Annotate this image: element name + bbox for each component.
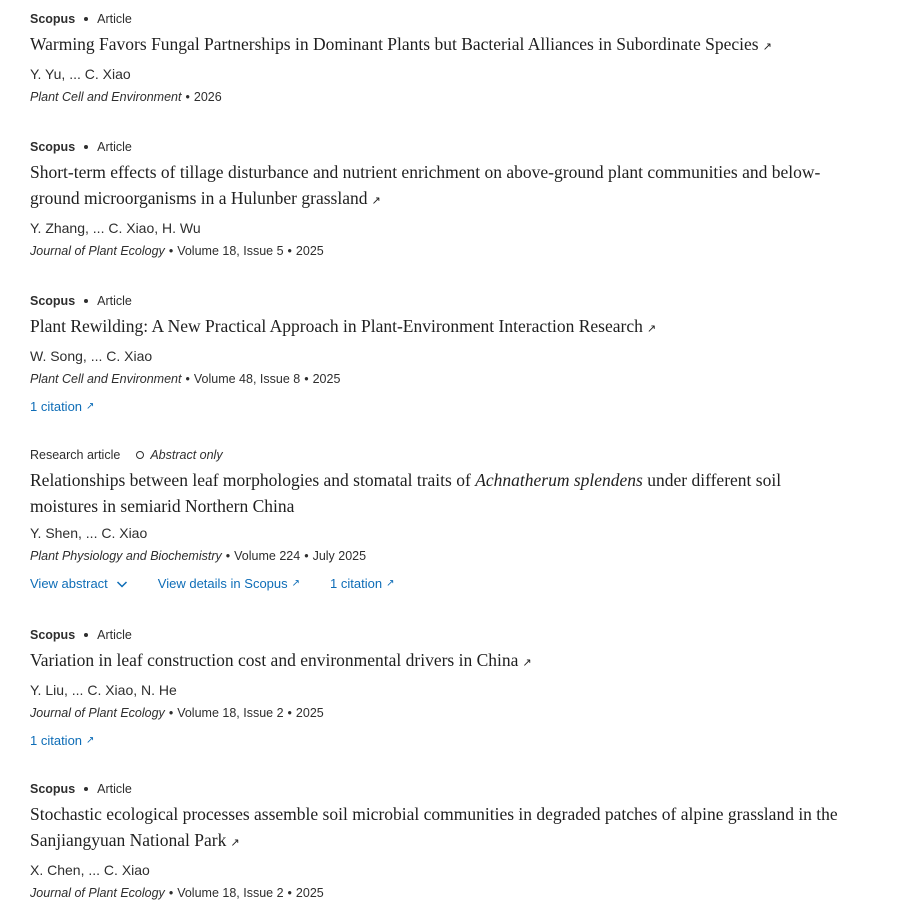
- result-title-part: Relationships between leaf morphologies and stomatal traits of: [30, 470, 476, 490]
- authors: Y. Yu, ... C. Xiao: [30, 66, 131, 82]
- result-meta: [30, 138, 850, 156]
- result-title-link[interactable]: [30, 467, 850, 519]
- result-meta: [30, 292, 850, 310]
- volume-issue: Volume 224: [234, 549, 301, 563]
- publication-date: 2025: [312, 372, 341, 386]
- document-type: Article: [97, 782, 132, 796]
- volume-issue: Volume 18, Issue 5: [177, 244, 284, 258]
- journal-name: Plant Cell and Environment: [30, 90, 182, 104]
- authors: Y. Shen, ... C. Xiao: [30, 525, 148, 541]
- open-circle-icon: [136, 451, 144, 459]
- journal-name: Plant Physiology and Biochemistry: [30, 549, 222, 563]
- view-details-label: View details in Scopus: [157, 576, 288, 591]
- result-item: [30, 138, 850, 260]
- bullet-icon: [84, 633, 88, 637]
- journal-name: Plant Cell and Environment: [30, 372, 182, 386]
- view-abstract-label: View abstract: [30, 576, 108, 591]
- document-type: Article: [97, 294, 132, 308]
- volume-issue: Volume 18, Issue 2: [177, 706, 284, 720]
- publication-info: Journal of Plant Ecology • Volume 18, Issue 5 • 2025: [30, 244, 324, 258]
- document-type: Article: [97, 12, 132, 26]
- publication-info: Plant Physiology and Biochemistry • Volume 224 • July 2025: [30, 549, 367, 563]
- publication-date: 2025: [295, 244, 324, 258]
- document-type: Article: [97, 140, 132, 154]
- result-title: Warming Favors Fungal Partnerships in Dominant Plants but Bacterial Alliances in Subordinate Species: [30, 34, 759, 54]
- result-title: Stochastic ecological processes assemble soil microbial communities in degraded patches of alpine grassland in the Sanjiangyuan National Park: [30, 804, 838, 850]
- external-link-icon: ↗: [646, 322, 657, 335]
- authors: Y. Zhang, ... C. Xiao, H. Wu: [30, 220, 201, 236]
- source-label: Scopus: [30, 12, 76, 26]
- publication-date: July 2025: [312, 549, 367, 563]
- result-item: [30, 292, 850, 416]
- external-link-icon: ↗: [522, 656, 532, 669]
- bullet-icon: [84, 145, 88, 149]
- result-item: [30, 626, 850, 750]
- view-abstract-button[interactable]: [30, 575, 128, 593]
- view-details-scopus-link[interactable]: [158, 575, 300, 593]
- result-title-link[interactable]: [30, 31, 850, 60]
- result-title-link[interactable]: [30, 313, 850, 342]
- external-link-icon: ↗: [386, 578, 395, 589]
- access-label: Abstract only: [150, 448, 223, 462]
- result-item: [30, 446, 850, 593]
- citation-link[interactable]: [330, 575, 394, 593]
- external-link-icon: ↗: [230, 836, 240, 849]
- external-link-icon: ↗: [86, 401, 95, 412]
- external-link-icon: ↗: [371, 194, 381, 207]
- bullet-icon: [84, 17, 88, 21]
- publication-info: Journal of Plant Ecology • Volume 18, Issue 2 • 2025: [30, 706, 324, 720]
- source-label: Scopus: [30, 294, 76, 308]
- result-item: [30, 780, 850, 902]
- citation-link[interactable]: [30, 732, 94, 750]
- result-title: Plant Rewilding: A New Practical Approach in Plant-Environment Interaction Research: [30, 316, 643, 336]
- result-title: Short-term effects of tillage disturbance and nutrient enrichment on above-ground plant communities and below-ground microorganisms in a Hulunber grassland: [30, 162, 821, 208]
- bullet-icon: [84, 299, 88, 303]
- result-title-link[interactable]: [30, 159, 850, 214]
- species-name: Achnatherum splendens: [475, 470, 643, 490]
- authors: W. Song, ... C. Xiao: [30, 348, 153, 364]
- bullet-icon: [84, 787, 88, 791]
- authors: Y. Liu, ... C. Xiao, N. He: [30, 682, 177, 698]
- external-link-icon: ↗: [291, 578, 301, 589]
- result-title-link[interactable]: [30, 801, 850, 856]
- publication-info: Plant Cell and Environment • 2026: [30, 90, 222, 104]
- result-meta: [30, 626, 850, 644]
- source-label: Scopus: [30, 782, 76, 796]
- result-item: [30, 10, 850, 106]
- citation-link[interactable]: [30, 398, 94, 416]
- publication-date: 2026: [193, 90, 222, 104]
- chevron-down-icon: [116, 578, 128, 590]
- journal-name: Journal of Plant Ecology: [30, 886, 165, 900]
- result-meta: [30, 446, 850, 464]
- external-link-icon: ↗: [762, 40, 772, 53]
- document-type: Research article: [30, 448, 121, 462]
- result-title-part: under different soil moistures in semiarid Northern China: [30, 470, 782, 516]
- citation-count: 1 citation: [330, 576, 383, 591]
- result-meta: [30, 780, 850, 798]
- result-actions: [30, 732, 850, 750]
- result-title-link[interactable]: [30, 647, 850, 676]
- citation-count: 1 citation: [30, 733, 83, 748]
- result-actions: [30, 398, 850, 416]
- publication-info: Plant Cell and Environment • Volume 48, Issue 8 • 2025: [30, 372, 341, 386]
- journal-name: Journal of Plant Ecology: [30, 706, 165, 720]
- result-meta: [30, 10, 850, 28]
- source-label: Scopus: [30, 628, 76, 642]
- authors: X. Chen, ... C. Xiao: [30, 862, 150, 878]
- volume-issue: Volume 18, Issue 2: [177, 886, 284, 900]
- external-link-icon: ↗: [86, 735, 95, 746]
- source-label: Scopus: [30, 140, 76, 154]
- document-type: Article: [97, 628, 132, 642]
- journal-name: Journal of Plant Ecology: [30, 244, 165, 258]
- result-actions: [30, 575, 850, 593]
- volume-issue: Volume 48, Issue 8: [193, 372, 301, 386]
- publication-date: 2025: [295, 886, 324, 900]
- publication-date: 2025: [295, 706, 324, 720]
- publication-info: Journal of Plant Ecology • Volume 18, Issue 2 • 2025: [30, 886, 324, 900]
- result-title: Variation in leaf construction cost and environmental drivers in China: [30, 650, 519, 670]
- citation-count: 1 citation: [30, 399, 83, 414]
